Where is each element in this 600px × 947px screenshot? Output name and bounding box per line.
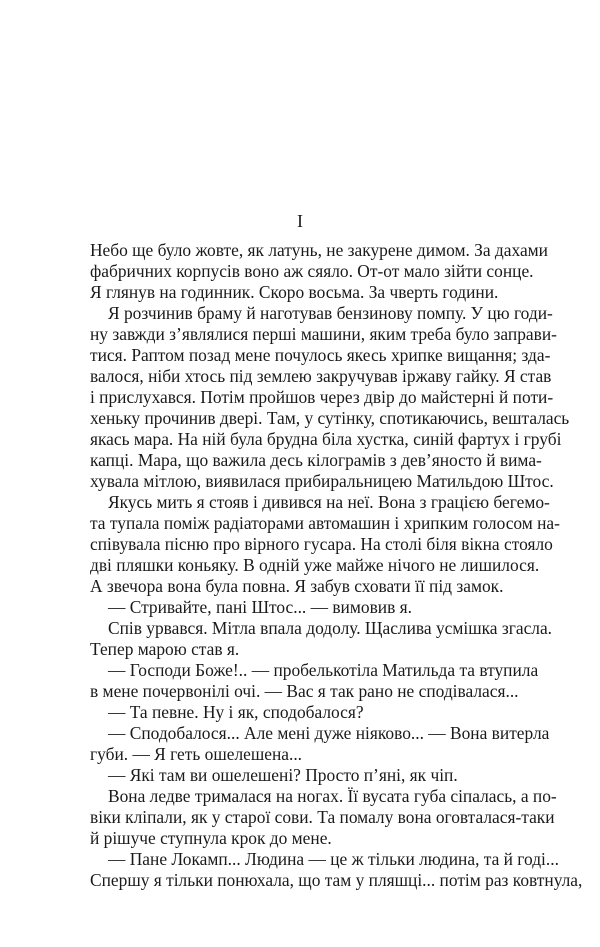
paragraph <box>90 660 539 702</box>
paragraph <box>90 765 510 786</box>
text-line: Я розчинив браму й наготував бензинову помпу. У цю годи- <box>108 303 553 323</box>
text-line: в мене почервонілі очі. — Вас я так рано не сподівалася... <box>90 681 519 701</box>
text-line: співувала пісню про вірного гусара. На столі біля вікна стояло <box>90 534 553 554</box>
text-line: тися. Раптом позад мене почулось якесь хрипке вищання; зда- <box>90 345 551 365</box>
paragraph <box>90 618 553 660</box>
text-line: Тепер марою став я. <box>90 639 240 659</box>
text-line: — Пане Локамп... Людина — це ж тільки людина, та й годі... <box>108 849 559 869</box>
text-line: — Які там ви ошелешені? Просто п’яні, як чіп. <box>108 765 458 785</box>
paragraph <box>90 849 583 891</box>
text-line: Вона ледве трималася на ногах. Її вусата губа сіпалась, а по- <box>108 786 557 806</box>
text-line: губи. — Я геть ошелешена... <box>90 744 303 764</box>
paragraph <box>90 723 550 765</box>
text-line: дві пляшки коньяку. В одній уже майже нічого не лишилося. <box>90 555 540 575</box>
text-line: — Стривайте, пані Штос... — вимовив я. <box>108 597 412 617</box>
text-line: — Сподобалося... Але мені дуже ніяково... — Вона витерла <box>108 723 550 743</box>
paragraph <box>90 597 510 618</box>
text-line: хеньку прочинив двері. Там, у сутінку, спотикаючись, вешталась <box>90 408 570 428</box>
paragraph <box>90 786 557 849</box>
text-line: капці. Мара, що важила десь кілограмів з дев’яносто й вима- <box>90 450 542 470</box>
text-line: валося, ніби хтось під землею закручував іржаву гайку. Я став <box>90 366 552 386</box>
paragraph <box>90 240 548 303</box>
text-line: віки кліпали, як у старої сови. Та помалу вона оговталася-таки <box>90 807 555 827</box>
text-line: хувала мітлою, виявилася прибиральницею Матильдою Штос. <box>90 471 554 491</box>
text-line: — Господи Боже!.. — пробелькотіла Матильда та втупила <box>108 660 539 680</box>
text-line: — Та певне. Ну і як, сподобалося? <box>108 702 364 722</box>
text-line: Якусь мить я стояв і дивився на неї. Вона з грацією бегемо- <box>108 492 550 512</box>
text-line: фабричних корпусів воно аж сяяло. От-от мало зійти сонце. <box>90 261 534 281</box>
paragraph <box>90 492 560 597</box>
text-line: Спів урвався. Мітла впала додолу. Щаслива усмішка згасла. <box>108 618 553 638</box>
text-line: Я глянув на годинник. Скоро восьма. За чверть години. <box>90 282 499 302</box>
text-line: і прислухався. Потім пройшов через двір до майстерні й поти- <box>90 387 554 407</box>
text-line: й рішуче ступнула крок до мене. <box>90 828 332 848</box>
text-line: Спершу я тільки понюхала, що там у пляшці... потім раз ковтнула, <box>90 870 583 890</box>
paragraph <box>90 702 510 723</box>
chapter-number: I <box>297 211 303 231</box>
text-line: та тупала поміж радіаторами автомашин і хрипким голосом на- <box>90 513 560 533</box>
body-text <box>90 240 583 891</box>
text-line: Небо ще було жовте, як латунь, не закурене димом. За дахами <box>90 240 548 260</box>
text-line: А звечора вона була повна. Я забув сховати її під замок. <box>90 576 504 596</box>
paragraph <box>90 303 570 492</box>
text-line: ну завжди з’являлися перші машини, яким треба було заправи- <box>90 324 557 344</box>
text-line: якась мара. На ній була брудна біла хустка, синій фартух і грубі <box>90 429 562 449</box>
